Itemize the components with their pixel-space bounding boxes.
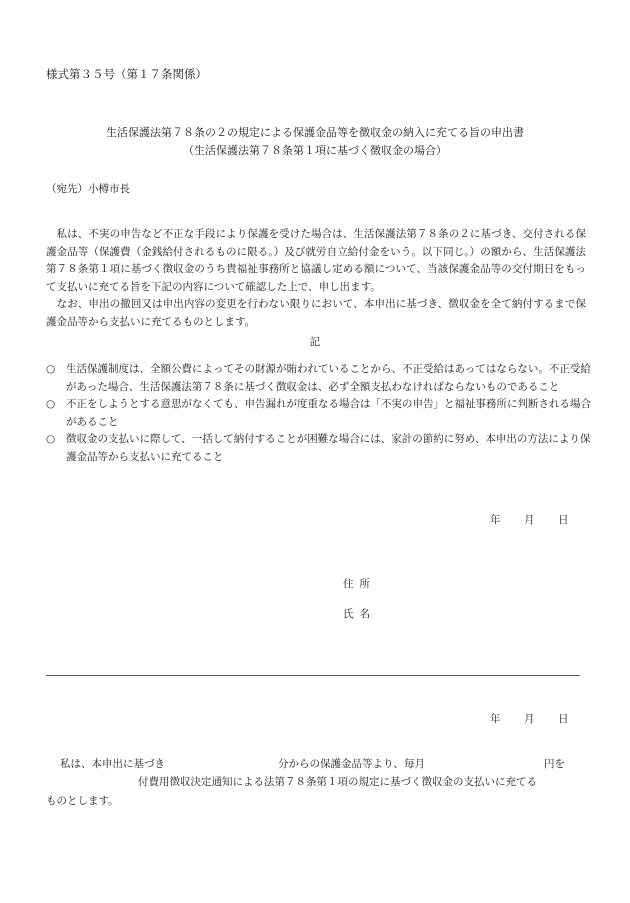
form-number: 様式第３５号（第１７条関係） bbox=[46, 67, 207, 81]
bottom-text-part5: ものとします。 bbox=[46, 795, 119, 807]
note-text: 不正をしようとする意思がなくても、申告漏れが度重なる場合は「不実の申告」と福祉事務所に判断される場合があること bbox=[66, 398, 591, 428]
addressee: （宛先）小樽市長 bbox=[46, 183, 130, 195]
circle-bullet-icon: ○ bbox=[46, 433, 56, 445]
document-title: 生活保護法第７８条の２の規定による保護金品等を徴収金の納入に充てる旨の申出書 bbox=[106, 126, 524, 139]
body-text bbox=[46, 226, 586, 331]
note-text: 生活保護制度は、全額公費によってその財源が賄われていることから、不正受給はあってはならない。不正受給があった場合、生活保護法第７８条に基づく徴収金は、必ず全額支払わなければならないものであること bbox=[66, 363, 591, 393]
note-text: 徴収金の支払いに際して、一括して納付することが困難な場合には、家計の節約に努め、本申出の方法により保護金品等から支払いに充てること bbox=[66, 433, 591, 463]
body-paragraph: 私は、不実の申告など不正な手段により保護を受けた場合は、生活保護法第７８条の２に基づき、交付される保護金品等（保護費（金銭給付されるものに限る。）及び就労自立給付金をいう。以下同じ。）の額から、生活保護法第７８条第１項に基づく徴収金のうち貴福祉事務所と協議し定める額について、当該保護金品等の交付期日をもって支払いに充てる旨を下記の内容について確認した上で、申し出ます。 bbox=[46, 228, 586, 293]
body-paragraph: なお、申出の撤回又は申出内容の変更を行わない限りにおいて、本申出に基づき、徴収金を全て納付するまで保護金品等から支払いに充てるものとします。 bbox=[46, 298, 586, 328]
note-item bbox=[46, 396, 591, 431]
bottom-text-part1: 私は、本申出に基づき bbox=[60, 758, 165, 770]
date-month-label: 月 bbox=[524, 713, 535, 725]
document-subtitle: （生活保護法第７８条第１項に基づく徴収金の場合） bbox=[183, 144, 447, 157]
note-item bbox=[46, 431, 591, 466]
bottom-line-1 bbox=[60, 756, 590, 771]
ki-heading: 記 bbox=[309, 336, 321, 348]
note-item bbox=[46, 361, 591, 396]
date-day-label: 日 bbox=[558, 713, 569, 725]
bottom-text-part3: 円を bbox=[544, 758, 565, 770]
section-divider bbox=[46, 675, 580, 676]
address-label: 住所 bbox=[343, 578, 376, 590]
date-year-label: 年 bbox=[490, 514, 501, 526]
notes-list bbox=[46, 361, 591, 466]
bottom-text-part2: 分からの保護金品等より、毎月 bbox=[278, 758, 425, 770]
date-year-label: 年 bbox=[490, 713, 501, 725]
circle-bullet-icon: ○ bbox=[46, 363, 56, 375]
name-label: 氏名 bbox=[343, 608, 376, 620]
office-date bbox=[490, 711, 569, 726]
circle-bullet-icon: ○ bbox=[46, 398, 56, 410]
date-month-label: 月 bbox=[524, 514, 535, 526]
application-date bbox=[490, 512, 569, 527]
date-day-label: 日 bbox=[558, 514, 569, 526]
bottom-text-part4: 付費用徴収決定通知による法第７８条第１項の規定に基づく徴収金の支払いに充てる bbox=[138, 776, 537, 788]
